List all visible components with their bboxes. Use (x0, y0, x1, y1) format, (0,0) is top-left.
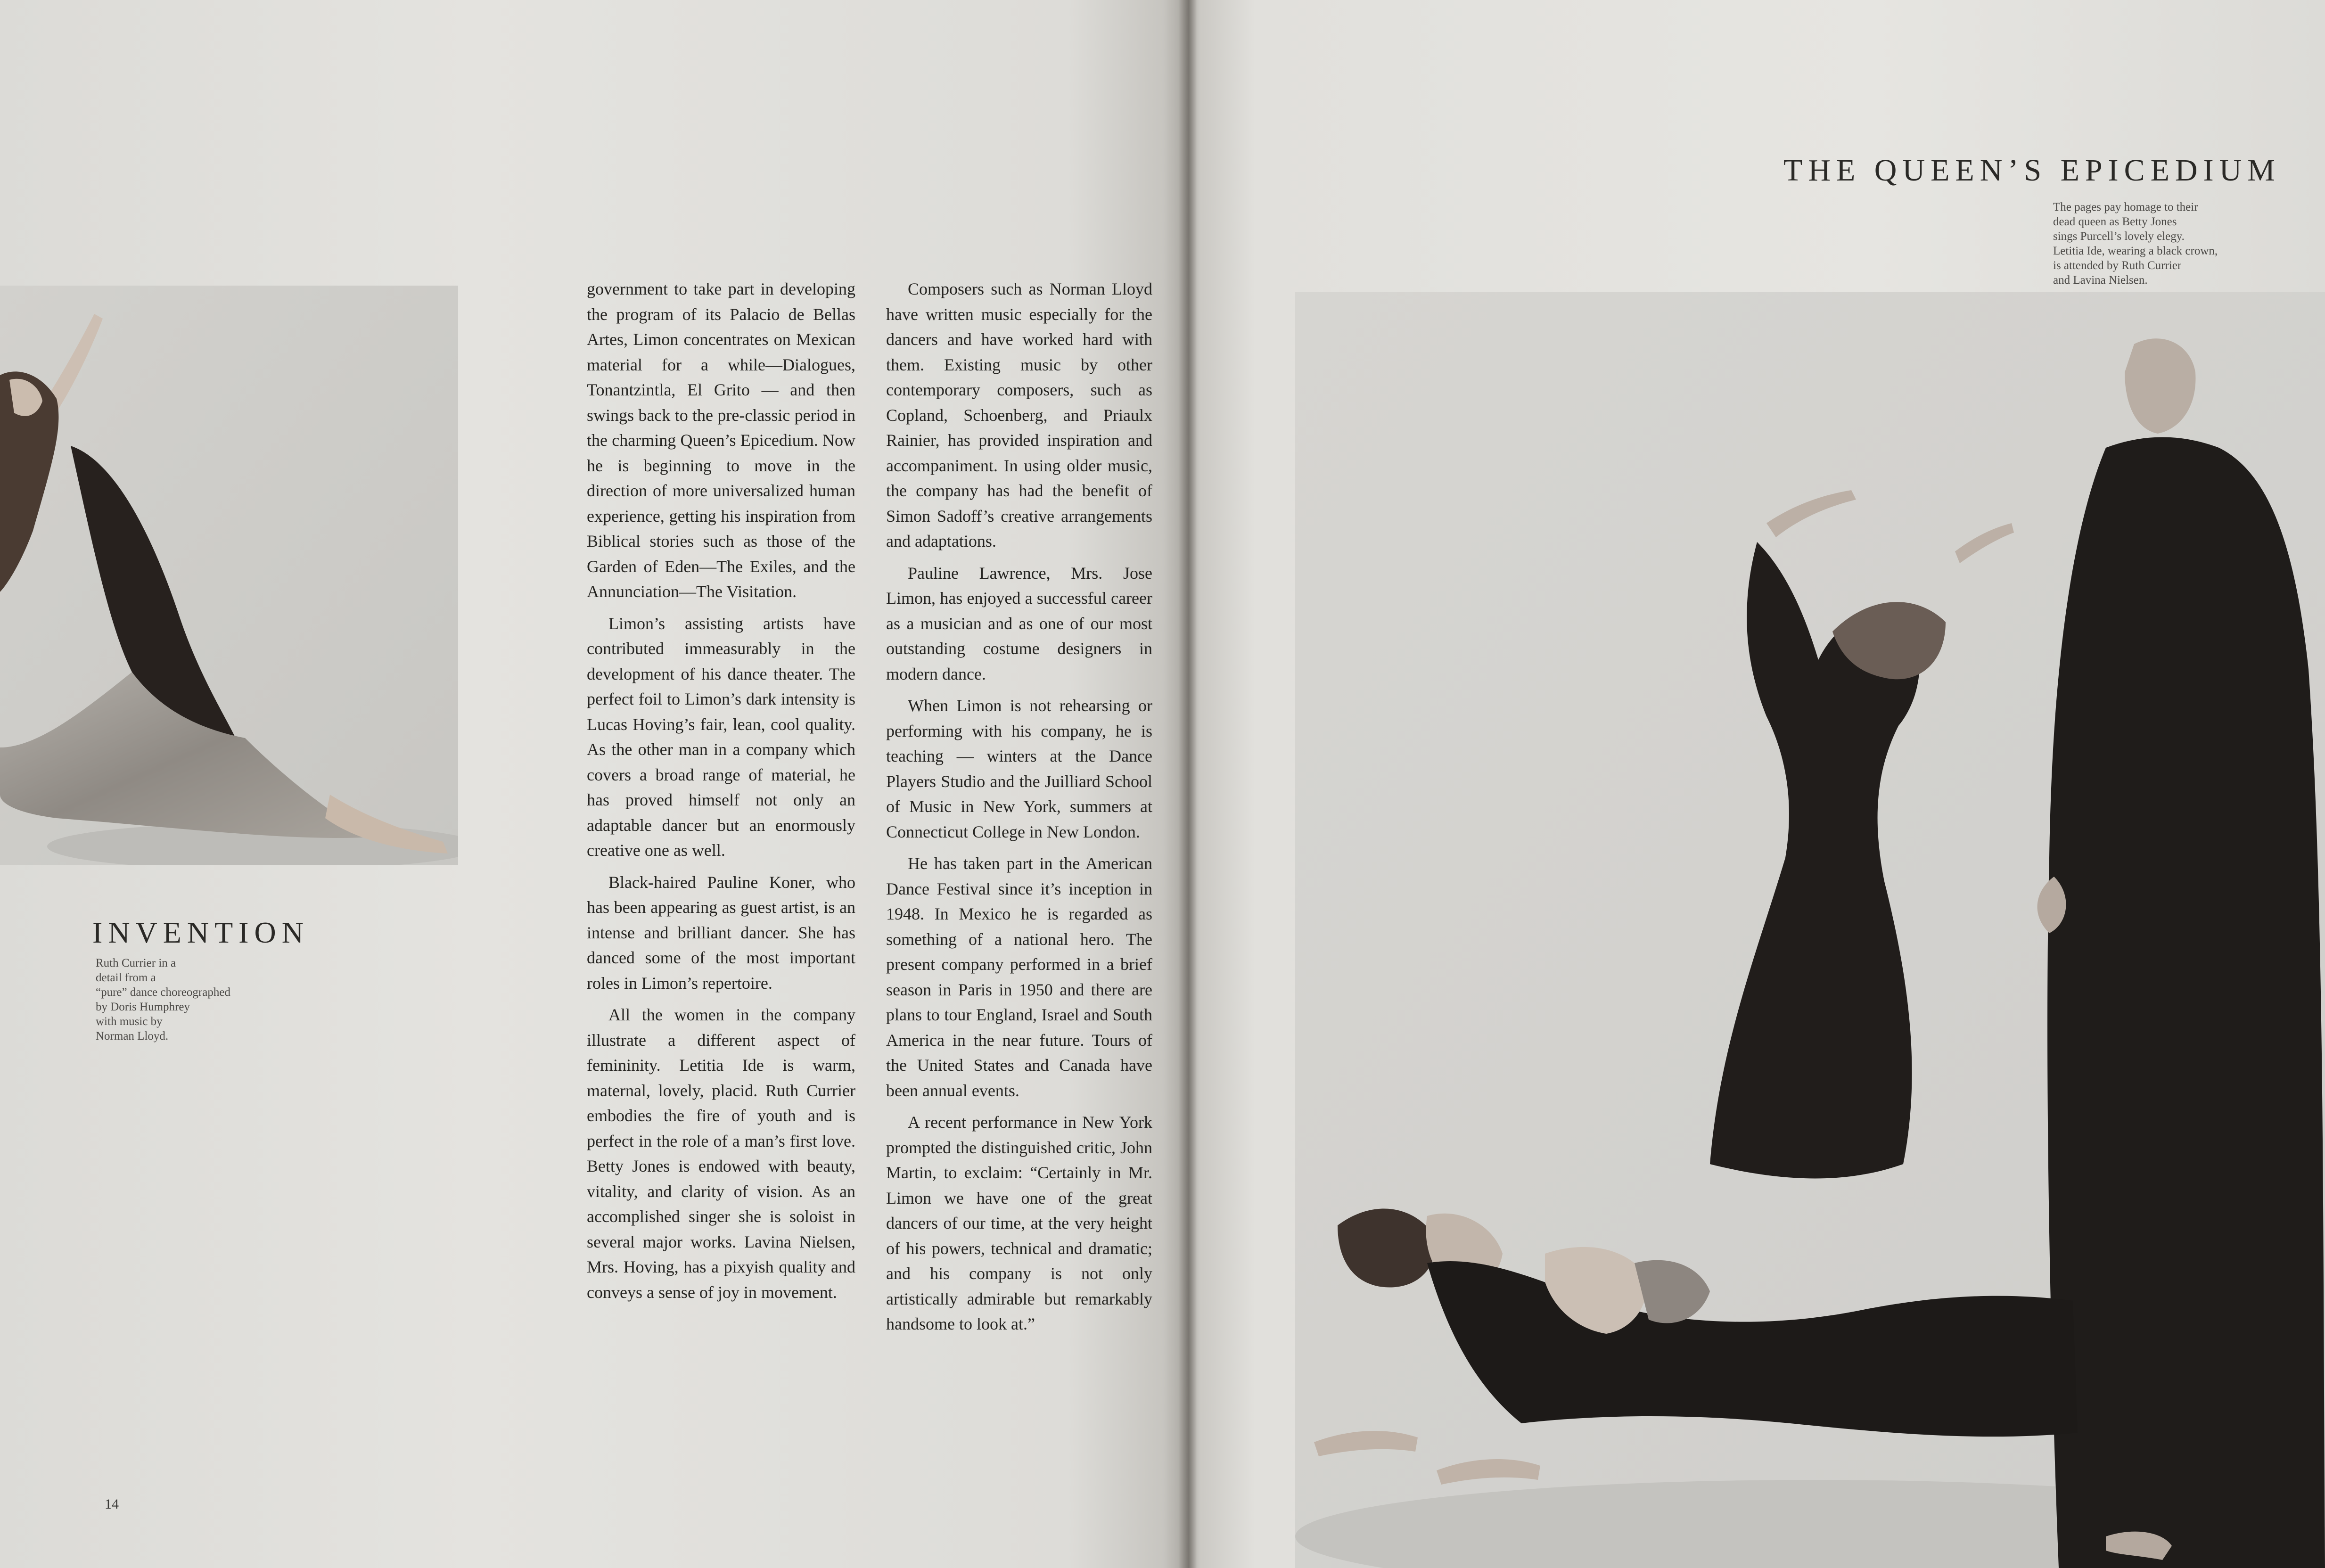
paragraph: Composers such as Norman Lloyd have written music especially for the dancers and have worked hard with them. Existing music by other contemporary composers, such as Copland, Schoenberg, and Priaulx Rainier, has provided inspiration and accompaniment. In using older music, the company has had the benefit of Simon Sadoff’s creative arrangements and adaptations. (886, 279, 1152, 550)
invention-photo (0, 286, 458, 865)
paragraph: Pauline Lawrence, Mrs. Jose Limon, has enjoyed a successful career as a musician and as one of our most outstanding costume designers in modern dance. (886, 563, 1152, 683)
invention-caption (96, 956, 294, 1043)
right-page (1187, 0, 2325, 1568)
queen-caption (2053, 200, 2289, 287)
invention-caption-line: “pure” dance choreographed (96, 986, 230, 999)
queen-caption-line: Letitia Ide, wearing a black crown, (2053, 245, 2218, 257)
invention-caption-line: with music by (96, 1015, 163, 1028)
paragraph: government to take part in developing the program of its Palacio de Bellas Artes, Limon concentrates on Mexican material for a while—Dialogues, Tonantzintla, El Grito — and then swings back to the pre-classic period in the charming Queen’s Epicedium. Now he is beginning to move in the direction of more universalized human experience, getting his inspiration from Biblical stories such as those of the Garden of Eden—The Exiles, and the Annunciation—The Visitation. (587, 279, 855, 601)
paragraph: A recent performance in New York prompted the distinguished critic, John Martin, to exclaim: “Certainly in Mr. Limon we have one of the great dancers of our time, at the very height of his powers, technical and dramatic; and his company is not only artistically admirable but remarkably handsome to look at.” (886, 1113, 1152, 1333)
paragraph: All the women in the company illustrate a different aspect of femininity. Letitia Ide is warm, maternal, lovely, placid. Ruth Currier embodies the fire of youth and is perfect in the role of a man’s first love. Betty Jones is endowed with beauty, vitality, and clarity of vision. As an accomplished singer she is soloist in several major works. Lavina Nielsen, Mrs. Hoving, has a pixyish quality and conveys a sense of joy in movement. (587, 1005, 855, 1302)
queen-caption-line: dead queen as Betty Jones (2053, 215, 2177, 228)
paragraph: When Limon is not rehearsing or performing with his company, he is teaching — winters at the Dance Players Studio and the Juilliard School of Music in New York, summers at Connecticut College in New London. (886, 696, 1152, 841)
queen-caption-line: and Lavina Nielsen. (2053, 274, 2148, 287)
invention-caption-line: by Doris Humphrey (96, 1001, 190, 1013)
invention-heading: INVENTION (92, 916, 309, 949)
invention-caption-line: detail from a (96, 971, 156, 984)
article-column-1 (587, 277, 855, 1312)
paragraph: Black-haired Pauline Koner, who has been appearing as guest artist, is an intense and brilliant dancer. She has danced some of the most important roles in Limon’s repertoire. (587, 872, 855, 993)
queen-caption-line: is attended by Ruth Currier (2053, 259, 2182, 272)
binding-gutter (1178, 0, 1197, 1568)
queen-caption-line: The pages pay homage to their (2053, 201, 2198, 213)
paragraph: Limon’s assisting artists have contributed immeasurably in the development of his dance theater. The perfect foil to Limon’s dark intensity is Lucas Hoving’s fair, lean, cool quality. As the other man in a company which covers a broad range of material, he has proved himself not only an adaptable dancer but an enormously creative one as well. (587, 614, 855, 860)
page-number: 14 (105, 1496, 119, 1512)
article-column-2 (886, 277, 1152, 1344)
invention-caption-line: Ruth Currier in a (96, 957, 176, 969)
queens-epicedium-photo (1295, 292, 2325, 1568)
queen-caption-line: sings Purcell’s lovely elegy. (2053, 230, 2185, 243)
invention-caption-line: Norman Lloyd. (96, 1030, 169, 1043)
queen-heading: THE QUEEN’S EPICEDIUM (1783, 153, 2281, 188)
paragraph: He has taken part in the American Dance Festival since it’s inception in 1948. In Mexico he is regarded as something of a national hero. The present company performed in a brief season in Paris in 1950 and there are plans to tour England, Israel and South America in the near future. Tours of the United States and Canada have been annual events. (886, 854, 1152, 1100)
